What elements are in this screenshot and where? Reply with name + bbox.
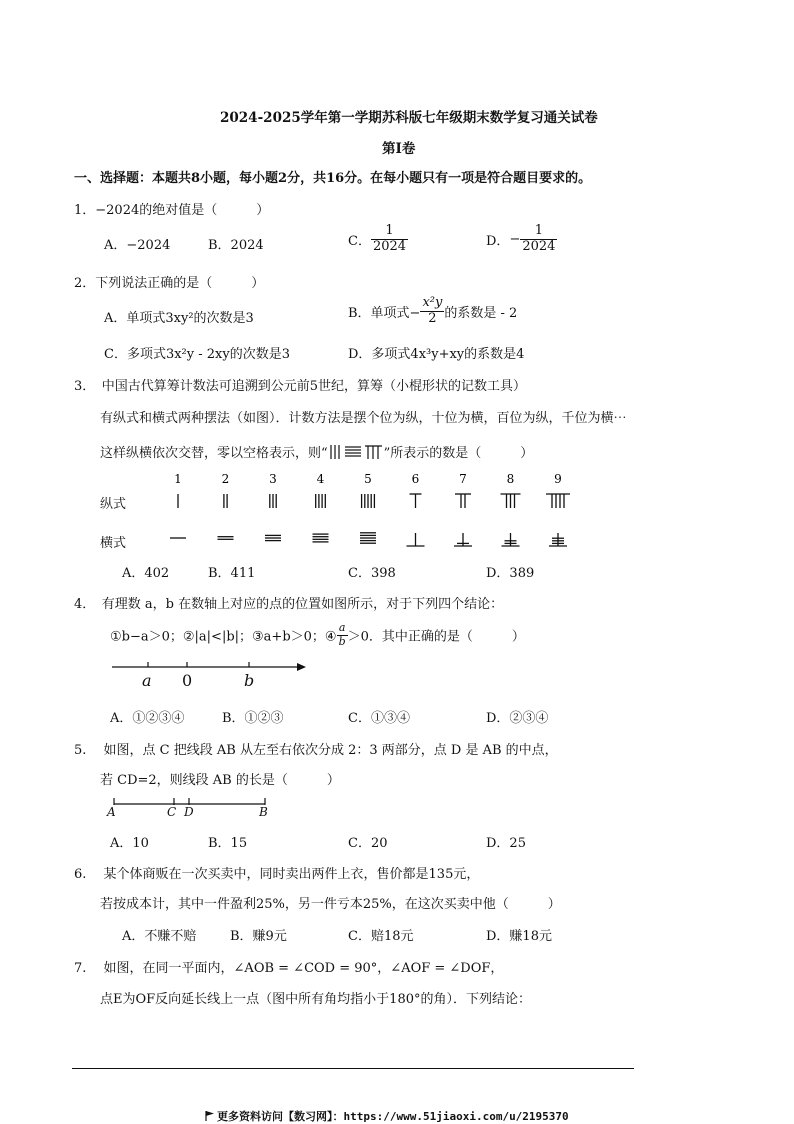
q3-line1: 3． 中国古代算筹计数法可追溯到公元前5世纪，算筹（小棍形状的记数工具） [74,379,527,394]
q4-conclusions [110,622,525,648]
segment-label-b: B [259,805,268,819]
footer [205,1108,569,1124]
q2-stem: 2．下列说法正确的是（ ） [74,276,265,291]
digit-header-2: 2 [221,472,230,486]
q3-option-d: D．389 [486,566,535,581]
q1-option-d [486,224,557,255]
q1-option-d-label: D． [486,233,510,249]
q1-c-denominator: 2024 [372,238,407,254]
q4-conclusions-post: ＞0．其中正确的是（ ） [347,629,525,645]
row-label-vertical: 纵式 [100,497,127,512]
digit-header-6: 6 [411,472,420,486]
q1-option-c-label: C． [348,233,371,249]
rod-numerals-figure [150,470,590,555]
q1-d-numerator: 1 [520,224,557,240]
q4-frac-den: b [338,634,346,648]
arrow-right-icon [297,663,306,671]
q5-line1: 5. 如图，点 C 把线段 AB 从左至右依次分成 2：3 两部分，点 D 是 AB 的中点， [74,743,558,758]
number-line-figure [110,658,310,690]
footer-divider [72,1068,634,1069]
q7-line2: 点E为OF反向延长线上一点（图中所有角均指小于180°的角）．下列结论： [100,992,531,1007]
q3-line3 [100,442,533,461]
q5-line2: 若 CD=2，则线段 AB 的长是（ ） [100,773,340,788]
q2-option-a: A．单项式3xy²的次数是3 [104,311,254,326]
footer-link[interactable]: 更多资料访问【数习网】：https://www.51jiaoxi.com/u/2195370 [217,1110,569,1123]
q4-option-b: B．①②③ [222,711,284,726]
q1-option-c [348,224,408,255]
q6-option-b: B．赚9元 [230,929,287,944]
q1-option-a: A．−2024 [104,238,171,253]
q3-option-c: C．398 [348,566,396,581]
q1-option-c-fraction [371,224,408,255]
q1-d-denominator: 2024 [522,238,556,254]
q4-stem: 4． 有理数 a，b 在数轴上对应的点的位置如图所示，对于下列四个结论： [74,597,504,612]
q1-stem: 1．−2024的绝对值是（ ） [74,203,270,218]
q4-conclusions-pre: ①b−a＞0；②|a|<|b|；③a+b＞0；④ [110,629,337,645]
q3-line3-pre: 这样纵横依次交替，零以空格表示，则“ [100,446,328,461]
q3-option-b: B．411 [208,566,256,581]
digit-header-5: 5 [364,472,372,486]
section-heading: 一、选择题：本题共8小题，每小题2分，共16分。在每小题只有一项是符合题目要求的。 [74,171,592,186]
q1-c-numerator: 1 [371,224,408,240]
digit-header-1: 1 [174,472,182,486]
q1-option-d-fraction [520,224,557,255]
q2-b-denominator: 2 [428,310,437,326]
q4-frac-num: a [337,622,348,636]
q6-line2: 若按成本计，其中一件盈利25%，另一件亏本25%，在这次买卖中他（ ） [100,897,561,912]
digit-header-4: 4 [316,472,325,486]
q1-option-b: B．2024 [208,238,264,253]
q3-option-a: A．402 [122,566,170,581]
volume-label: 第Ⅰ卷 [382,141,416,157]
q5-option-d: D．25 [486,836,526,851]
digit-header-8: 8 [506,472,515,486]
q3-line3-post: ”所表示的数是（ ） [383,446,534,461]
segment-label-c: C [167,805,177,819]
rod-numeral-icon [328,444,384,460]
q7-line1: 7. 如图，在同一平面内，∠AOB = ∠COD = 90°，∠AOF = ∠DOF， [74,961,504,976]
segment-label-d: D [184,805,194,819]
page-title: 2024-2025学年第一学期苏科版七年级期末数学复习通关试卷 [220,110,598,126]
q4-fraction [337,622,348,648]
row-label-horizontal: 横式 [100,536,127,551]
q5-option-b: B．15 [208,836,248,851]
q4-option-c: C．①③④ [348,711,410,726]
q6-option-d: D．赚18元 [486,929,552,944]
q6-option-c: C．赔18元 [348,929,414,944]
q6-option-a: A．不赚不赔 [122,929,197,944]
q2-b-fraction [420,296,444,327]
q6-line1: 6. 某个体商贩在一次买卖中，同时卖出两件上衣，售价都是135元， [74,867,480,882]
q5-option-a: A．10 [110,836,149,851]
q2-b-post: 的系数是 - 2 [444,305,518,321]
q2-b-pre: B．单项式− [348,305,421,321]
q4-option-d: D．②③④ [486,711,549,726]
q5-option-c: C．20 [348,836,388,851]
q2-option-d: D．多项式4x³y+xy的系数是4 [348,347,525,362]
q3-line2: 有纵式和横式两种摆法（如图）．计数方法是摆个位为纵，十位为横，百位为纵，千位为横⋯ [100,411,627,426]
q4-option-a: A．①②③④ [110,711,185,726]
q2-b-numerator: x²y [422,295,443,310]
q2-option-c: C．多项式3x²y - 2xy的次数是3 [104,347,290,362]
number-line-label-b: b [244,671,255,690]
q2-option-b [348,296,517,327]
number-line-label-0: 0 [182,671,193,690]
segment-label-a: A [107,805,116,819]
digit-header-9: 9 [554,472,562,486]
digit-header-7: 7 [459,472,467,486]
digit-header-3: 3 [269,472,277,486]
number-line-label-a: a [142,671,152,690]
q1-d-sign: − [509,231,521,247]
flag-icon [205,1111,214,1120]
